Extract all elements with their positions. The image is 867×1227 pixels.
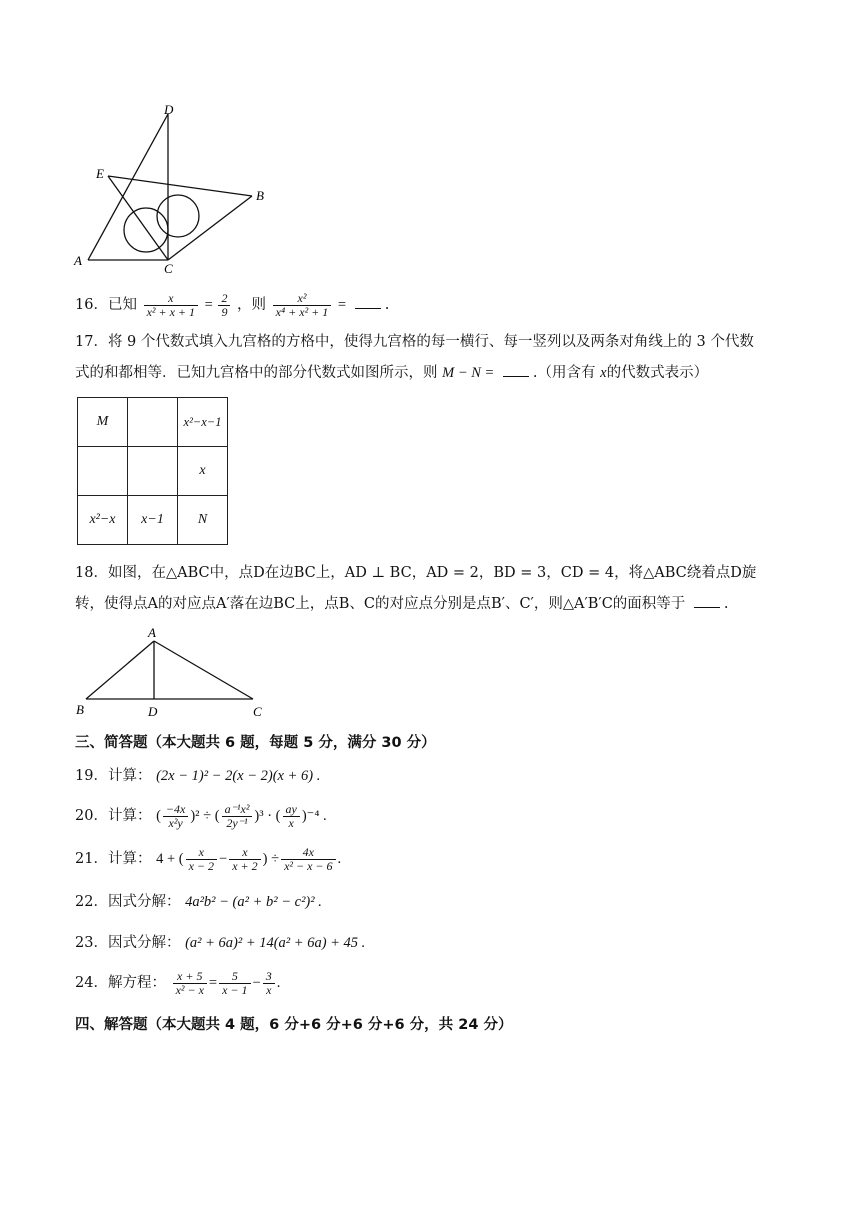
label-a: A — [74, 253, 82, 268]
label-d: D — [148, 704, 158, 719]
grid-cell: x²−x — [78, 496, 128, 545]
grid-cell: x²−x−1 — [178, 398, 228, 447]
segment-eb — [108, 176, 252, 196]
geometry-figure-15 — [70, 100, 280, 280]
grid-cell — [128, 398, 178, 447]
section-4-heading: 四、解答题（本大题共 4 题，6 分+6 分+6 分+6 分，共 24 分） — [75, 1017, 513, 1033]
grid-cell: x — [178, 447, 228, 496]
label-c: C — [253, 704, 262, 719]
segment-ac — [154, 641, 253, 699]
label-e: E — [96, 166, 104, 181]
q16-number: 16．已知 — [75, 297, 137, 313]
grid-cell: N — [178, 496, 228, 545]
grid-cell — [78, 447, 128, 496]
label-b: B — [76, 702, 84, 717]
question-22: 22．因式分解： 4a²b² − (a² + b² − c²)² . — [75, 894, 322, 910]
question-21: 21．计算： 4 + ( $\frac{x}{x - 2}$ − $\frac{x}{x + 2}$ ) ÷ $\frac{4x}{\text{x² − x − 6}}$ . — [75, 844, 342, 873]
question-18-line-2: 转，使得点A的对应点A′落在边BC上，点B、C的对应点分别是点B′、C′，则△A′B′C的面积等于 . — [75, 596, 729, 612]
section-3-heading: 三、简答题（本大题共 6 题，每题 5 分，满分 30 分） — [75, 735, 436, 751]
grid-cell — [128, 447, 178, 496]
label-c: C — [164, 261, 173, 276]
q16-fraction-2: $\frac{2}{9}$ — [218, 292, 230, 319]
question-18-line-1: 18．如图，在△ABC中，点D在边BC上，AD ⊥ BC，AD = 2，BD = 3，CD = 4，将△ABC绕着点D旋 — [75, 565, 757, 581]
answer-blank-18[interactable] — [694, 595, 720, 608]
question-23: 23．因式分解： (a² + 6a)² + 14(a² + 6a) + 45 . — [75, 935, 366, 951]
label-a: A — [148, 625, 156, 640]
segment-ad — [88, 114, 168, 260]
segment-ab — [86, 641, 154, 699]
question-17-line-2: 式的和都相等．已知九宫格中的部分代数式如图所示，则 M − N = .（用含有 x的代数式表示） — [75, 365, 709, 381]
grid-cell: M — [78, 398, 128, 447]
question-16: 16．已知 $\frac{x}{\text{x² + x + 1}}$ = $\frac{2}{9}$ ，则 $\frac{\text{x²}}{\text{x⁴ + x² + 1}}$ = . — [75, 290, 390, 319]
answer-blank-17[interactable] — [503, 364, 529, 377]
label-d: D — [164, 102, 174, 117]
question-20: 20．计算： ( $\frac{-4x}{\text{x²y}}$ )² ÷ ( $\frac{\text{a⁻¹x²}}{\text{2y⁻¹}}$ )³ · ( $\frac{ay}{x}$ )⁻⁴ . — [75, 801, 327, 830]
grid-cell: x−1 — [128, 496, 178, 545]
label-b: B — [256, 188, 264, 203]
nine-square-grid — [77, 397, 228, 545]
question-24: 24．解方程： $\frac{x + 5}{\text{x² − x}}$ = $\frac{5}{x - 1}$ − $\frac{3}{x}$ . — [75, 968, 281, 997]
question-19: 19．计算： (2x − 1)² − 2(x − 2)(x + 6) . — [75, 768, 321, 784]
q16-fraction-1: $\frac{x}{\text{x² + x + 1}}$ — [144, 292, 198, 319]
triangle-figure-18 — [70, 622, 280, 722]
question-17-line-1: 17．将 9 个代数式填入九宫格的方格中，使得九宫格的每一横行、每一竖列以及两条对角线上的 3 个代数 — [75, 334, 754, 350]
answer-blank-16[interactable] — [355, 296, 381, 309]
segment-bc — [168, 196, 252, 260]
q16-fraction-3: $\frac{\text{x²}}{\text{x⁴ + x² + 1}}$ — [273, 292, 332, 319]
